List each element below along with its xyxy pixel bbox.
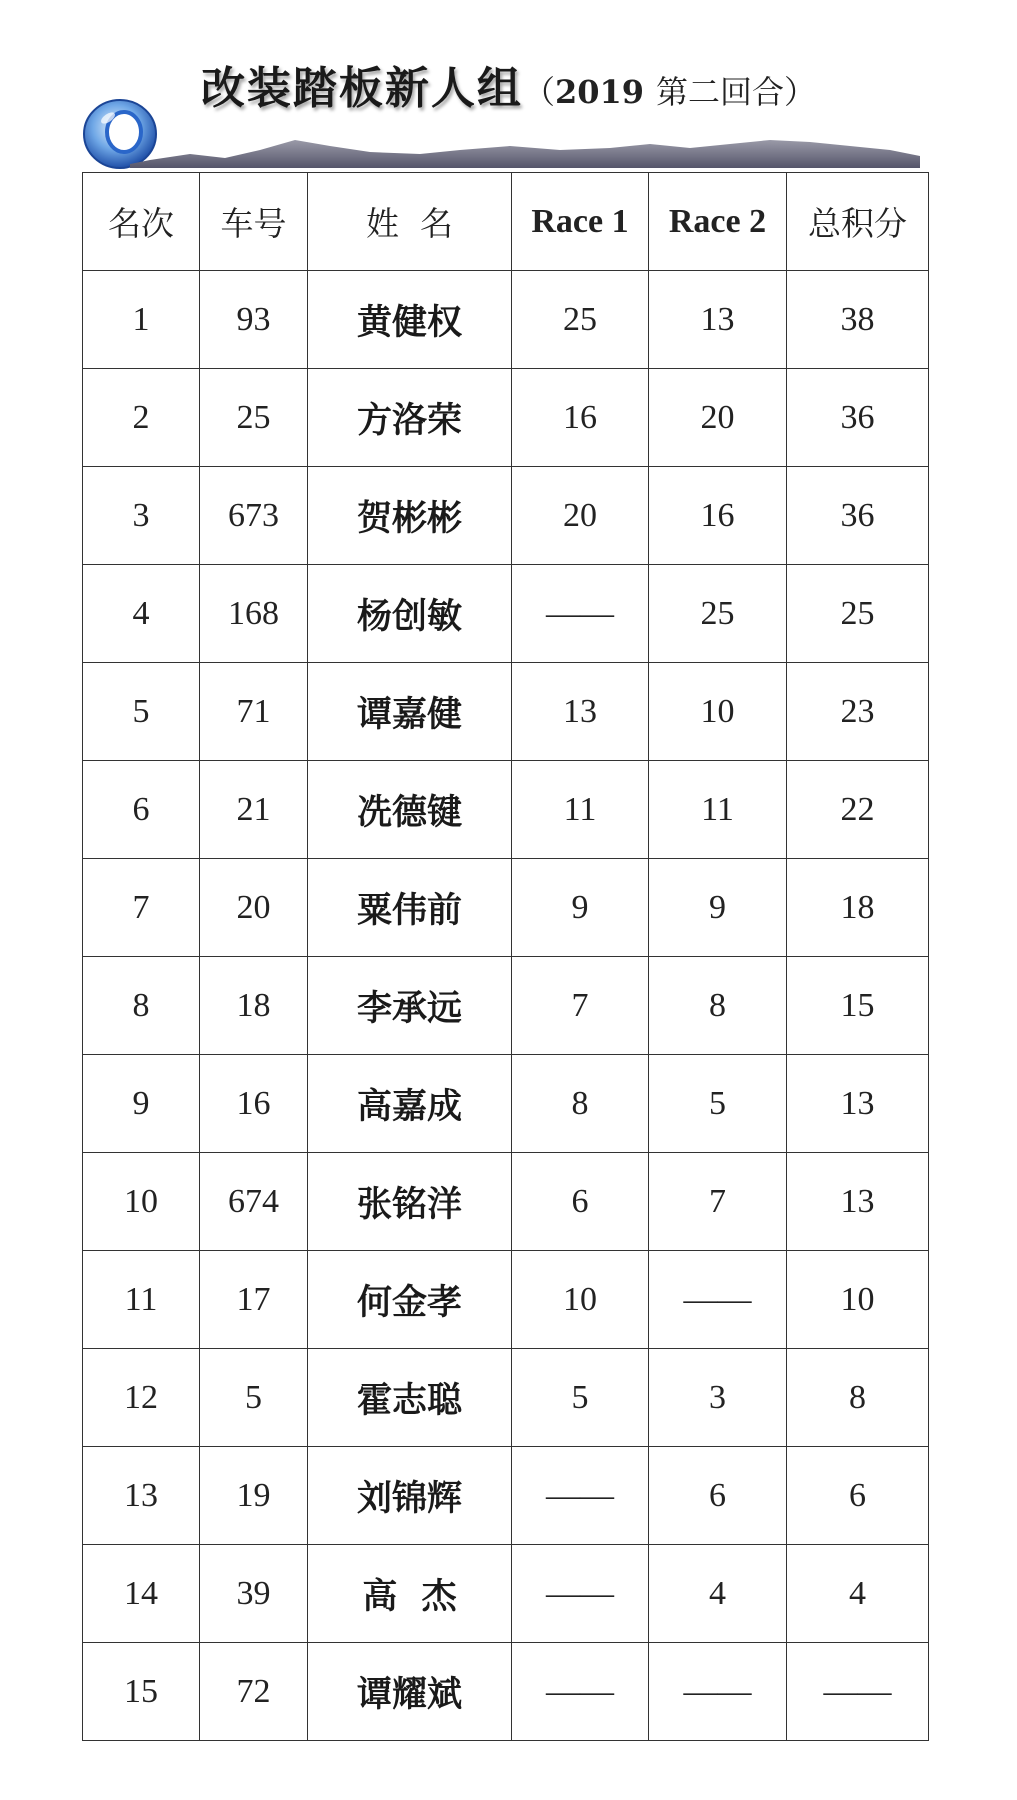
race-1-cell: 25 <box>512 271 649 369</box>
race-2-cell: —— <box>649 1643 787 1741</box>
total-points-cell: 38 <box>787 271 929 369</box>
table-row <box>83 1251 929 1349</box>
rank-cell: 15 <box>83 1643 200 1741</box>
header-rank: 名次 <box>83 173 200 271</box>
name-cell: 贺彬彬 <box>308 467 512 565</box>
car-number-cell: 93 <box>200 271 308 369</box>
rank-cell: 5 <box>83 663 200 761</box>
results-table <box>82 172 929 1741</box>
header-total-points: 总积分 <box>787 173 929 271</box>
car-number-cell: 72 <box>200 1643 308 1741</box>
race-1-cell: 6 <box>512 1153 649 1251</box>
car-number-cell: 21 <box>200 761 308 859</box>
table-row <box>83 1545 929 1643</box>
table-header-row <box>83 173 929 271</box>
table-row <box>83 1447 929 1545</box>
header-race-2: Race 2 <box>649 173 787 271</box>
race-1-cell: 20 <box>512 467 649 565</box>
car-number-cell: 20 <box>200 859 308 957</box>
race-2-cell: 13 <box>649 271 787 369</box>
results-body <box>83 271 929 1741</box>
title-round: 第二回合 <box>656 73 785 111</box>
car-number-cell: 25 <box>200 369 308 467</box>
table-row <box>83 271 929 369</box>
name-cell: 张铭洋 <box>308 1153 512 1251</box>
race-2-cell: —— <box>649 1251 787 1349</box>
name-cell: 李承远 <box>308 957 512 1055</box>
race-2-cell: 9 <box>649 859 787 957</box>
table-row <box>83 957 929 1055</box>
rank-cell: 4 <box>83 565 200 663</box>
race-2-cell: 8 <box>649 957 787 1055</box>
name-cell: 高 杰 <box>308 1545 512 1643</box>
race-2-cell: 7 <box>649 1153 787 1251</box>
race-1-cell: 10 <box>512 1251 649 1349</box>
car-number-cell: 71 <box>200 663 308 761</box>
name-cell: 杨创敏 <box>308 565 512 663</box>
race-1-cell: 16 <box>512 369 649 467</box>
rank-cell: 14 <box>83 1545 200 1643</box>
total-points-cell: 15 <box>787 957 929 1055</box>
name-cell: 何金孝 <box>308 1251 512 1349</box>
car-number-cell: 674 <box>200 1153 308 1251</box>
header-car-number: 车号 <box>200 173 308 271</box>
name-cell: 方洛荣 <box>308 369 512 467</box>
header-race-1: Race 1 <box>512 173 649 271</box>
title-paren-open: （ <box>522 73 555 111</box>
race-2-cell: 16 <box>649 467 787 565</box>
rank-cell: 2 <box>83 369 200 467</box>
car-number-cell: 5 <box>200 1349 308 1447</box>
title-year: 2019 <box>554 73 645 111</box>
car-number-cell: 168 <box>200 565 308 663</box>
name-cell: 黄健权 <box>308 271 512 369</box>
race-1-cell: 8 <box>512 1055 649 1153</box>
title-paren-close: ） <box>784 73 817 111</box>
total-points-cell: 13 <box>787 1153 929 1251</box>
table-row <box>83 369 929 467</box>
table-row <box>83 1349 929 1447</box>
car-number-cell: 39 <box>200 1545 308 1643</box>
total-points-cell: 10 <box>787 1251 929 1349</box>
car-number-cell: 19 <box>200 1447 308 1545</box>
total-points-cell: —— <box>787 1643 929 1741</box>
total-points-cell: 4 <box>787 1545 929 1643</box>
race-2-cell: 3 <box>649 1349 787 1447</box>
race-1-cell: 9 <box>512 859 649 957</box>
name-cell: 高嘉成 <box>308 1055 512 1153</box>
race-1-cell: —— <box>512 1643 649 1741</box>
car-number-cell: 673 <box>200 467 308 565</box>
total-points-cell: 18 <box>787 859 929 957</box>
table-row <box>83 663 929 761</box>
race-2-cell: 10 <box>649 663 787 761</box>
race-1-cell: 7 <box>512 957 649 1055</box>
race-1-cell: 5 <box>512 1349 649 1447</box>
total-points-cell: 36 <box>787 467 929 565</box>
race-1-cell: 11 <box>512 761 649 859</box>
table-row <box>83 1643 929 1741</box>
race-2-cell: 5 <box>649 1055 787 1153</box>
table-row <box>83 761 929 859</box>
total-points-cell: 25 <box>787 565 929 663</box>
car-number-cell: 18 <box>200 957 308 1055</box>
race-2-cell: 4 <box>649 1545 787 1643</box>
rank-cell: 1 <box>83 271 200 369</box>
page-header <box>0 0 1017 175</box>
rank-cell: 10 <box>83 1153 200 1251</box>
page-title <box>0 52 1017 116</box>
rank-cell: 11 <box>83 1251 200 1349</box>
table-row <box>83 467 929 565</box>
car-number-cell: 17 <box>200 1251 308 1349</box>
table-row <box>83 859 929 957</box>
name-cell: 谭耀斌 <box>308 1643 512 1741</box>
rank-cell: 9 <box>83 1055 200 1153</box>
rank-cell: 13 <box>83 1447 200 1545</box>
total-points-cell: 22 <box>787 761 929 859</box>
total-points-cell: 36 <box>787 369 929 467</box>
total-points-cell: 23 <box>787 663 929 761</box>
race-1-cell: —— <box>512 565 649 663</box>
name-cell: 霍志聪 <box>308 1349 512 1447</box>
total-points-cell: 8 <box>787 1349 929 1447</box>
table-row <box>83 1055 929 1153</box>
race-2-cell: 6 <box>649 1447 787 1545</box>
race-1-cell: —— <box>512 1447 649 1545</box>
name-cell: 冼德键 <box>308 761 512 859</box>
name-cell: 谭嘉健 <box>308 663 512 761</box>
rank-cell: 8 <box>83 957 200 1055</box>
rank-cell: 6 <box>83 761 200 859</box>
table-row <box>83 1153 929 1251</box>
race-2-cell: 25 <box>649 565 787 663</box>
race-1-cell: 13 <box>512 663 649 761</box>
rank-cell: 3 <box>83 467 200 565</box>
total-points-cell: 6 <box>787 1447 929 1545</box>
table-row <box>83 565 929 663</box>
name-cell: 刘锦辉 <box>308 1447 512 1545</box>
header-name: 姓 名 <box>308 173 512 271</box>
race-2-cell: 20 <box>649 369 787 467</box>
car-number-cell: 16 <box>200 1055 308 1153</box>
name-cell: 粟伟前 <box>308 859 512 957</box>
rank-cell: 7 <box>83 859 200 957</box>
mountain-silhouette-decoration <box>130 128 920 168</box>
total-points-cell: 13 <box>787 1055 929 1153</box>
race-2-cell: 11 <box>649 761 787 859</box>
rank-cell: 12 <box>83 1349 200 1447</box>
race-1-cell: —— <box>512 1545 649 1643</box>
title-main: 改装踏板新人组 <box>200 63 523 114</box>
